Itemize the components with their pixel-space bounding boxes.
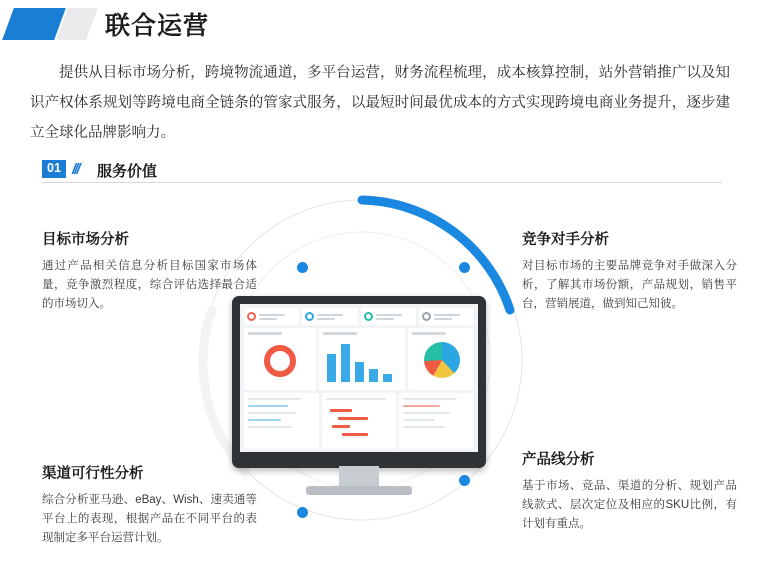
section-slash-icon: /// xyxy=(72,161,79,178)
intro-paragraph: 提供从目标市场分析，跨境物流通道，多平台运营，财务流程梳理，成本核算控制，站外营销推广以及知识产权体系规划等跨境电商全链条的管家式服务，以最短时间最优成本的方式实现跨境电商业务提升，逐步建立全球化品牌影响力。 xyxy=(30,65,730,141)
block-title: 竞争对手分析 xyxy=(522,232,609,248)
dashboard-monitor xyxy=(232,296,486,476)
kpi-card xyxy=(302,308,357,325)
pie-chart-panel xyxy=(408,328,474,390)
section-divider xyxy=(42,182,722,183)
dot-top-right-icon xyxy=(459,262,470,273)
kpi-text-lines xyxy=(259,314,285,320)
content-block-target-market-analysis xyxy=(42,228,257,314)
dot-bottom-left-icon xyxy=(297,507,308,518)
dot-bottom-right-icon xyxy=(459,475,470,486)
page-title: 联合运营 xyxy=(105,12,210,40)
gantt-chart-panel xyxy=(322,393,397,449)
kpi-card xyxy=(419,308,474,325)
list-panel xyxy=(399,393,474,449)
content-block-product-line-analysis xyxy=(522,448,737,534)
content-block-competitor-analysis xyxy=(522,228,737,314)
kpi-card xyxy=(361,308,416,325)
dashboard-chart-row xyxy=(240,325,478,390)
dashboard-kpi-row xyxy=(240,304,478,325)
bar-chart-panel xyxy=(319,328,405,390)
dot-top-left-icon xyxy=(297,262,308,273)
monitor-base xyxy=(306,486,412,495)
block-body: 基于市场、竞品、渠道的分析、规划产品线款式、层次定位及相应的SKU比例，有计划有重点。 xyxy=(522,480,737,530)
panel-title-placeholder xyxy=(412,332,446,335)
kpi-text-lines xyxy=(434,314,460,320)
section-number-badge: 01 xyxy=(42,160,66,178)
kpi-text-lines xyxy=(317,314,343,320)
dashboard-bottom-row xyxy=(240,390,478,452)
content-block-channel-feasibility-analysis xyxy=(42,462,257,548)
data-table-panel xyxy=(244,393,319,449)
block-body: 对目标市场的主要品牌竞争对手做深入分析，了解其市场份额，产品规划，销售平台，营销展道，做到知己知彼。 xyxy=(522,260,737,310)
block-body: 综合分析亚马逊、eBay、Wish、速卖通等平台上的表现，根据产品在不同平台的表现制定多平台运营计划。 xyxy=(42,494,257,544)
section-heading xyxy=(42,160,722,186)
block-title: 渠道可行性分析 xyxy=(42,466,144,482)
donut-chart xyxy=(264,345,296,377)
panel-title-placeholder xyxy=(323,332,357,335)
kpi-text-lines xyxy=(376,314,402,320)
ring-icon xyxy=(422,312,431,321)
monitor-neck xyxy=(339,466,379,488)
header-accent-blue xyxy=(2,8,66,40)
ring-icon xyxy=(305,312,314,321)
block-body: 通过产品相关信息分析目标国家市场体量，竞争激烈程度，综合评估选择最合适的市场切入。 xyxy=(42,260,257,310)
monitor-screen xyxy=(240,304,478,452)
slide-header xyxy=(0,0,759,52)
section-title: 服务价值 xyxy=(97,163,158,180)
bar-chart xyxy=(327,340,392,382)
panel-title-placeholder xyxy=(248,332,282,335)
block-title: 产品线分析 xyxy=(522,452,595,468)
block-title: 目标市场分析 xyxy=(42,232,129,248)
donut-chart-panel xyxy=(244,328,316,390)
pie-chart xyxy=(424,342,460,378)
ring-icon xyxy=(364,312,373,321)
